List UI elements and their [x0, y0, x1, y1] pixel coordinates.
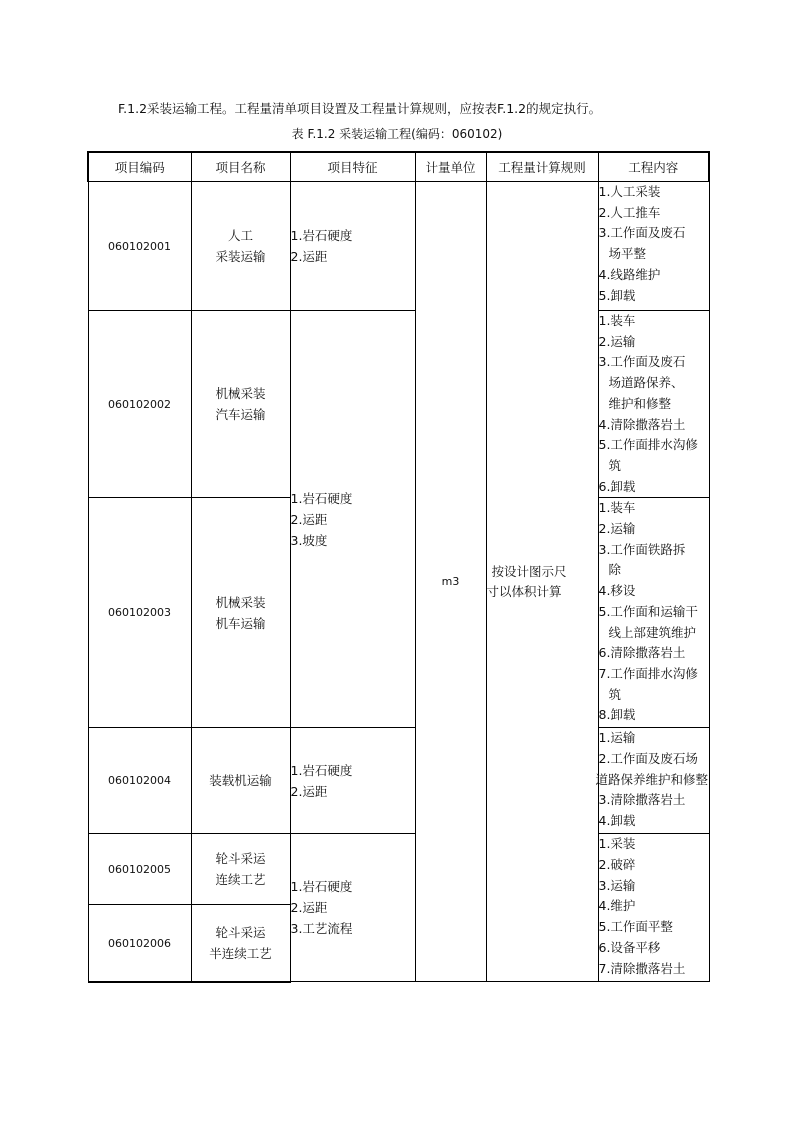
work-line: 8.卸载 — [598, 707, 636, 723]
item-name-line: 机械采装 — [215, 386, 266, 402]
item-name-line: 汽车运输 — [215, 407, 266, 423]
table-row — [88, 728, 709, 834]
work-line: 5.工作面和运输干 — [598, 603, 698, 619]
item-name — [191, 905, 290, 982]
header-unit: 计量单位 — [415, 152, 486, 182]
item-name-line: 半连续工艺 — [209, 946, 272, 962]
work-line: 5.工作面排水沟修 — [598, 437, 698, 453]
table-caption: 表 F.1.2 采装运输工程(编码：060102) — [291, 127, 503, 141]
work-line: 4.维护 — [598, 898, 636, 914]
work-line: 4.线路维护 — [598, 266, 661, 282]
item-name-line: 轮斗采运 — [215, 851, 266, 867]
work-line: 筑 — [608, 457, 622, 473]
item-features — [290, 728, 415, 834]
work-line: 4.移设 — [598, 583, 636, 599]
work-line: 4.清除撒落岩土 — [598, 416, 686, 432]
item-features — [290, 834, 415, 982]
feature-line: 2.运距 — [290, 900, 328, 916]
item-name — [191, 834, 290, 905]
header-item-code: 项目编码 — [88, 152, 191, 182]
work-line: 3.运输 — [598, 877, 636, 893]
work-line: 2.人工推车 — [598, 204, 661, 220]
work-line: 5.工作面平整 — [598, 919, 673, 935]
work-line: 6.设备平移 — [598, 939, 661, 955]
work-line: 2.运输 — [598, 333, 636, 349]
feature-line: 2.运距 — [290, 511, 328, 527]
table-header-row — [88, 152, 709, 182]
item-code: 060102006 — [88, 905, 191, 982]
work-line: 2.工作面及废石场 — [598, 751, 698, 767]
feature-line: 1.岩石硬度 — [290, 228, 353, 243]
work-line: 6.清除撒落岩土 — [598, 645, 686, 661]
work-content — [598, 311, 709, 498]
rule-line: 寸以体积计算 — [486, 583, 562, 599]
work-line: 道路保养维护和修整 — [595, 771, 709, 787]
intro-paragraph: F.1.2采装运输工程。工程量清单项目设置及工程量计算规则，应按表F.1.2的规定执行。 — [118, 101, 602, 116]
feature-line: 1.岩石硬度 — [290, 879, 353, 895]
item-code: 060102002 — [88, 311, 191, 498]
item-features — [290, 182, 415, 311]
feature-line: 1.岩石硬度 — [290, 490, 353, 506]
work-line: 1.运输 — [598, 730, 636, 746]
item-name-line: 轮斗采运 — [215, 925, 266, 941]
feature-line: 3.坡度 — [290, 532, 328, 548]
rule-line: 按设计图示尺 — [491, 563, 567, 579]
header-calculation-rule: 工程量计算规则 — [486, 152, 598, 182]
work-line: 3.工作面铁路拆 — [598, 541, 686, 557]
table-row — [88, 311, 709, 498]
feature-line: 2.运距 — [290, 783, 328, 799]
work-line: 2.破碎 — [598, 857, 636, 873]
work-line: 1.人工采装 — [598, 184, 661, 199]
work-line: 2.运输 — [598, 521, 636, 537]
feature-line: 1.岩石硬度 — [290, 762, 353, 778]
item-name — [191, 182, 290, 311]
item-name-line: 机车运输 — [215, 615, 266, 631]
item-name-line: 装载机运输 — [209, 773, 272, 789]
header-work-content: 工程内容 — [598, 152, 709, 182]
work-line: 5.卸载 — [598, 287, 636, 303]
item-code: 060102004 — [88, 728, 191, 834]
item-features — [290, 311, 415, 728]
item-name — [191, 311, 290, 498]
unit-cell: m3 — [415, 182, 486, 982]
work-line: 除 — [608, 562, 622, 578]
header-item-name: 项目名称 — [191, 152, 290, 182]
work-content — [598, 182, 709, 311]
work-line: 筑 — [608, 686, 622, 702]
item-name-line: 连续工艺 — [215, 872, 266, 888]
work-line: 场道路保养、 — [608, 375, 684, 391]
table-row — [88, 182, 709, 311]
work-line: 3.工作面及废石 — [598, 225, 686, 241]
work-line: 1.装车 — [598, 313, 636, 328]
item-code: 060102003 — [88, 498, 191, 728]
work-line: 线上部建筑维护 — [608, 624, 697, 640]
item-code: 060102001 — [88, 182, 191, 311]
work-content — [595, 728, 709, 834]
calculation-rule-cell — [486, 182, 598, 982]
header-item-features: 项目特征 — [290, 152, 415, 182]
work-line: 场平整 — [608, 246, 647, 262]
table-row — [88, 834, 709, 905]
feature-line: 2.运距 — [290, 249, 328, 264]
work-line: 维护和修整 — [608, 395, 672, 411]
work-line: 4.卸载 — [598, 813, 636, 829]
item-name-line: 人工 — [227, 228, 253, 243]
work-line: 1.装车 — [598, 500, 636, 516]
work-items-table — [87, 151, 710, 983]
work-line: 7.清除撒落岩土 — [598, 960, 686, 976]
feature-line: 3.工艺流程 — [290, 921, 353, 937]
work-line: 6.卸载 — [598, 478, 636, 494]
item-name — [191, 498, 290, 728]
item-name-line: 机械采装 — [215, 594, 266, 610]
work-line: 3.清除撒落岩土 — [598, 792, 686, 808]
work-line: 7.工作面排水沟修 — [598, 665, 698, 681]
item-name — [191, 728, 290, 834]
work-content — [598, 498, 709, 728]
item-code: 060102005 — [88, 834, 191, 905]
work-line: 3.工作面及废石 — [598, 354, 686, 370]
item-name-line: 采装运输 — [215, 249, 266, 264]
work-content — [598, 834, 709, 982]
work-line: 1.采装 — [598, 836, 636, 852]
